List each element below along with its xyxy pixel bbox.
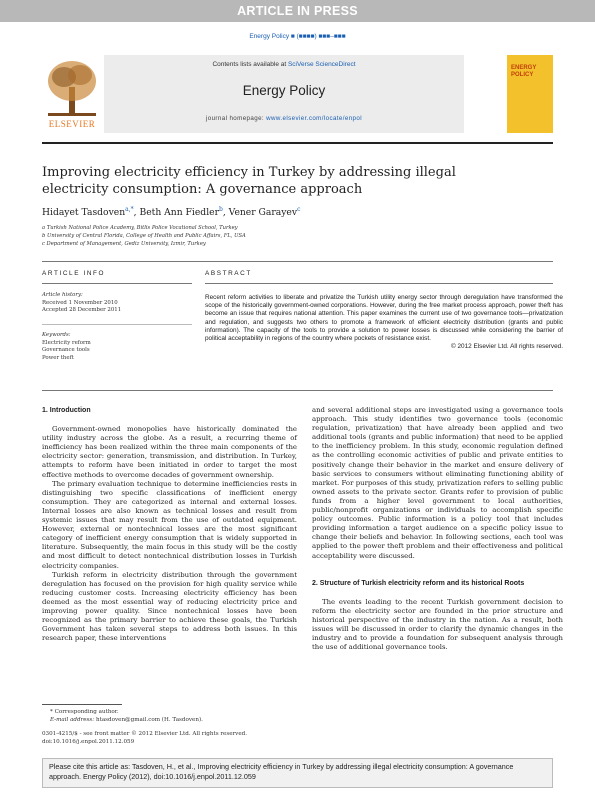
article-title: Improving electricity efficiency in Turkey by addressing illegal electricity consumption: A governance approach [42, 165, 456, 197]
author-affiliation-marker[interactable]: c [297, 206, 301, 213]
journal-homepage [104, 115, 464, 122]
history-label: Article history: [42, 292, 83, 298]
cover-text: ENERGY POLICY [511, 65, 537, 78]
info-subrule [42, 283, 192, 284]
author-list: Hidayet Tasdoven$^{a,*}$, Beth Ann Fiedler$^b$, Vener Garayev$^c$ [42, 206, 301, 219]
elsevier-wordmark: ELSEVIER [48, 119, 96, 129]
history-divider [42, 324, 192, 325]
keyword: Electricity reform [42, 339, 91, 346]
keywords-block [42, 332, 192, 362]
masthead-divider [42, 142, 553, 144]
abstract-heading: ABSTRACT [205, 270, 252, 277]
author-name: Beth Ann Fiedler [139, 207, 219, 219]
author-name: Vener Garayev [228, 207, 298, 219]
copyright-line: © 2012 Elsevier Ltd. All rights reserved. [451, 343, 563, 351]
keyword: Power theft [42, 354, 74, 361]
abstract-body [205, 294, 563, 351]
journal-title: Energy Policy [242, 83, 326, 98]
author-affiliation-marker[interactable]: b [218, 206, 223, 213]
paragraph: Government-owned monopolies have historically dominated the utility industry across the globe. As a result, a recurring theme of inefficiency has been realized within the three main components of the electricity sector: generation, transmission, and distribution. In Turkey, attempts to reform have been initiated in order to target the most effective methods to overcome decades of government ownership. [42, 425, 297, 479]
contents-line [104, 61, 464, 68]
affiliation: b University of Central Florida, College of Health and Public Affairs, FL, USA [42, 233, 246, 239]
info-divider-bottom [42, 390, 553, 391]
tree-icon [42, 57, 102, 119]
keyword: Governance tools [42, 347, 90, 354]
corresponding-author-note: * Corresponding author. [50, 709, 119, 715]
masthead-center [104, 55, 464, 133]
homepage-link[interactable]: www.elsevier.com/locate/enpol [266, 115, 363, 122]
footnote-rule [42, 704, 122, 705]
paragraph: and several additional steps are investigated using a governance tools approach. This study identifies two governance tools (economic regulation, privatization) that have already been applied and two additional tools (grants and public information) that need to be applied to the inefficiency problem. In this study, economic regulation defined as the controlling economic activities of public and private entities to positively change their behavior in the market and ensure delivery of basic services to consumers without eliminating functioning ability of market. For purposes of this study, privatization refers to selling public owned assets to the private sector. Grants refer to provision of public funds from a higher level government to local authorities, public/nonprofit organizations or individuals to accomplish specific policy outcomes. Public information is a policy tool that includes providing information a target audience on a specific policy issue to change their beliefs and behavior. In following sections, each tool was applied to the power theft problem and their effectiveness and political acceptability were discussed. [312, 406, 563, 560]
article-in-press-banner: ARTICLE IN PRESS [0, 0, 595, 22]
abstract-subrule [205, 283, 553, 284]
keywords-label: Keywords: [42, 332, 71, 338]
accepted-date: Accepted 28 December 2011 [42, 307, 122, 314]
journal-cover-thumbnail [507, 55, 553, 133]
footnotes [50, 708, 300, 724]
paragraph: The primary evaluation technique to determine inefficiencies rests in distinguishing two specific classifications of inefficient energy consumption. They are categorized as internal and external losses. Internal losses are also known as technical losses and result from systemic issues that may result from the use of outdated equipment. However, external or nontechnical losses are the most significant category of inefficient energy consumption that is widely supported in literature. Subsequently, the main focus in this study will be the costly and most difficult to detect nontechnical distribution losses in Turkish electricity companies. [42, 479, 297, 570]
homepage-prefix: journal homepage: [205, 115, 267, 122]
email-label: E-mail address: [50, 717, 95, 723]
section-1-heading: 1. Introduction [42, 407, 91, 414]
info-divider-top [42, 261, 553, 262]
contents-prefix: Contents lists available at [212, 61, 288, 68]
affiliation: c Department of Management, Gediz University, Izmir, Turkey [42, 241, 206, 247]
section-2-heading: 2. Structure of Turkish electricity reform and its historical Roots [312, 579, 525, 587]
author-name: Hidayet Tasdoven [42, 207, 126, 219]
article-info-heading: ARTICLE INFO [42, 270, 106, 277]
issn-line: 0301-4215/$ - see front matter © 2012 Elsevier Ltd. All rights reserved. [42, 731, 248, 737]
right-column [312, 406, 563, 652]
front-matter [42, 730, 342, 746]
abstract-text: Recent reform activities to liberate and privatize the Turkish utility energy sector through deregulation have transformed the scope of the historically government-owned corporations. However, during the free market process approach, power theft has become an issue that requires national attention. This paper examines the current use of two governance tools—privatization and regulation, and suggests two others to promote a framework of efficient electricity distribution (grants and public information). The capacity of the tools to provide a solution to power losses is discussed while considering the barrier of political acceptability in regions of the country where pockets of resistance exist. [205, 294, 563, 343]
author-affiliation-marker[interactable]: a,* [125, 206, 134, 213]
paragraph: Turkish reform in electricity distribution through the government deregulation has focused on the provision for high quality service while reducing customer costs. Increasing electricity efficiency has been deemed as the most essential way of reducing electricity price and improving power quality. Since nontechnical losses have been recognized as the primary barrier to achieve these goals, the Turkish Government has taken several steps to address both issues. In this research paper, these interventions [42, 570, 297, 643]
sciencedirect-link[interactable]: SciVerse ScienceDirect [287, 61, 356, 68]
email-address[interactable]: htasdoven@gmail.com (H. Tasdoven). [95, 717, 203, 723]
citation-box: Please cite this article as: Tasdoven, H., et al., Improving electricity efficiency in Turkey by addressing illegal electricity consumption: A governance approach. Energy Policy (2012), doi:10.1016/j.enpol.2011.12.059 [42, 758, 553, 788]
paragraph: The events leading to the recent Turkish government decision to reform the electricity sector are founded in the prior structure and historical perspective of the industry in the nation. As a result, both issues will be discussed in order to clarify the dynamic changes in the industry and to provide a foundation for subsequent analysis through the use of additional governance tools. [312, 597, 563, 652]
doi-line[interactable]: doi:10.1016/j.enpol.2011.12.059 [42, 739, 135, 745]
journal-reference: Energy Policy ■ (■■■■) ■■■–■■■ [249, 33, 346, 40]
affiliation: a Turkish National Police Academy, Bitlis Police Vocational School, Turkey [42, 225, 238, 231]
left-column [42, 406, 297, 643]
article-history [42, 292, 192, 315]
received-date: Received 1 November 2010 [42, 299, 118, 306]
journal-masthead [42, 55, 553, 133]
